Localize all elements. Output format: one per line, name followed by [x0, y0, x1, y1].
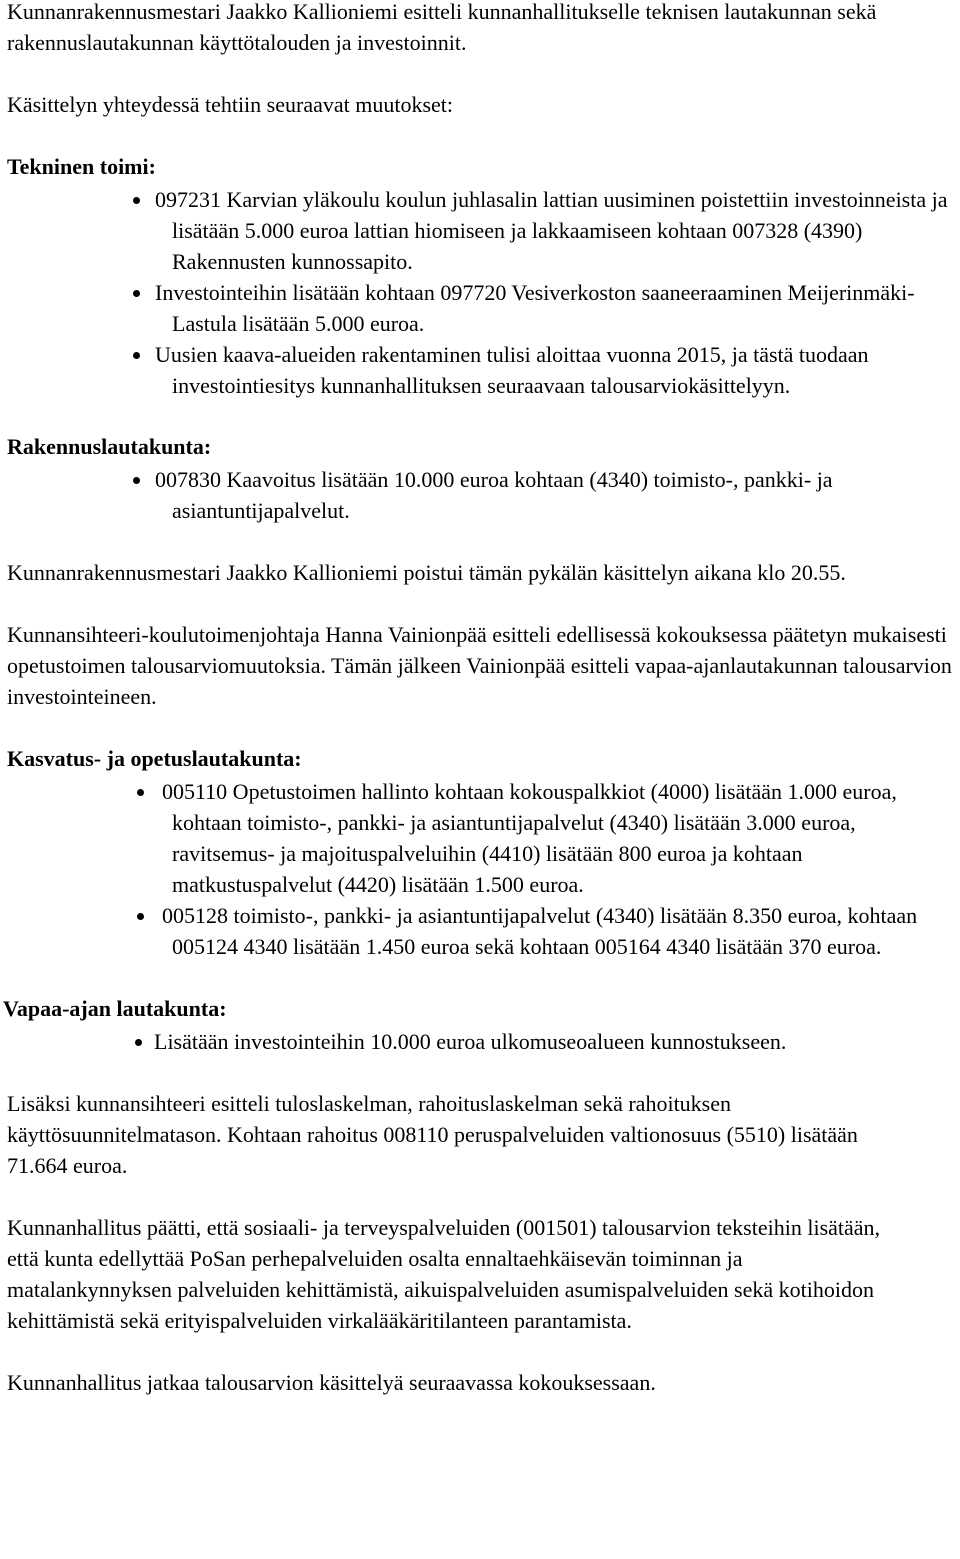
vapaa-list — [7, 1026, 952, 1057]
intro-paragraph: Kunnanrakennusmestari Jaakko Kallioniemi esitteli kunnanhallitukselle teknisen lautakunnan sekä rakennuslautakunnan käyttötalouden ja investoinnit. — [7, 0, 877, 55]
list-item — [7, 339, 960, 401]
list-item — [7, 776, 960, 900]
list-item — [7, 464, 912, 526]
list-item — [7, 1026, 954, 1057]
bullet-icon — [137, 913, 144, 920]
kasvatus-list — [7, 776, 952, 962]
rakennus-list — [7, 464, 952, 526]
list-item — [7, 184, 957, 277]
paragraph-vainionpaa: Kunnansihteeri-koulutoimenjohtaja Hanna Vainionpää esitteli edellisessä kokouksessa päätetyn mukaisesti opetustoimen talousarviomuutoksia. Tämän jälkeen Vainionpää esitteli vapaa-ajanlautakunnan talousarvion investointeineen. — [7, 622, 952, 709]
bullet-icon — [137, 789, 144, 796]
document-body — [3, 0, 952, 1398]
bullet-icon — [133, 477, 140, 484]
tekninen-list — [7, 184, 952, 401]
bullet-icon — [133, 352, 140, 359]
list-item — [7, 277, 957, 339]
list-item — [7, 900, 960, 962]
list-item-text: 007830 Kaavoitus lisätään 10.000 euroa kohtaan (4340) toimisto-, pankki- ja asiantuntijapalvelut. — [155, 467, 833, 523]
list-item-text: 097231 Karvian yläkoulu koulun juhlasalin lattian uusiminen poistettiin investoinneista ja lisätään 5.000 euroa lattian hiomiseen ja lakkaamiseen kohtaan 007328 (4390) Rakennusten kunnossapito. — [155, 187, 948, 274]
heading-vapaa-ajan: Vapaa-ajan lautakunta: — [3, 996, 227, 1021]
heading-kasvatus: Kasvatus- ja opetuslautakunta: — [7, 746, 302, 771]
list-item-text: Lisätään investointeihin 10.000 euroa ulkomuseoalueen kunnostukseen. — [154, 1029, 787, 1054]
bullet-icon — [135, 1039, 142, 1046]
changes-intro: Käsittelyn yhteydessä tehtiin seuraavat muutokset: — [7, 92, 454, 117]
list-item-text: Uusien kaava-alueiden rakentaminen tulisi aloittaa vuonna 2015, ja tästä tuodaan investointiesitys kunnanhallituksen seuraavaan talousarviokäsittelyyn. — [155, 342, 869, 398]
list-item-text: 005110 Opetustoimen hallinto kohtaan kokouspalkkiot (4000) lisätään 1.000 euroa, kohtaan toimisto-, pankki- ja asiantuntijapalvelut (4340) lisätään 3.000 euroa, ravitsemus- ja majoituspalveluihin (4410) lisätään 800 euroa ja kohtaan matkustuspalvelut (4420) lisätään 1.500 euroa. — [162, 779, 897, 897]
paragraph-departure: Kunnanrakennusmestari Jaakko Kallioniemi poistui tämän pykälän käsittelyn aikana klo 20.55. — [7, 560, 846, 585]
paragraph-continue: Kunnanhallitus jatkaa talousarvion käsittelyä seuraavassa kokouksessaan. — [7, 1370, 656, 1395]
paragraph-tuloslaskelma: Lisäksi kunnansihteeri esitteli tuloslaskelman, rahoituslaskelman sekä rahoituksen käyttösuunnitelmatason. Kohtaan rahoitus 008110 peruspalveluiden valtionosuus (5510) lisätään 71.664 euroa. — [7, 1091, 858, 1178]
bullet-icon — [133, 290, 140, 297]
bullet-icon — [133, 197, 140, 204]
list-item-text: Investointeihin lisätään kohtaan 097720 Vesiverkoston saaneeraaminen Meijerinmäki-Lastula lisätään 5.000 euroa. — [155, 280, 915, 336]
heading-rakennuslautakunta: Rakennuslautakunta: — [7, 434, 212, 459]
heading-tekninen: Tekninen toimi: — [7, 154, 156, 179]
list-item-text: 005128 toimisto-, pankki- ja asiantuntijapalvelut (4340) lisätään 8.350 euroa, kohtaan 005124 4340 lisätään 1.450 euroa sekä kohtaan 005164 4340 lisätään 370 euroa. — [162, 903, 918, 959]
paragraph-decision: Kunnanhallitus päätti, että sosiaali- ja terveyspalveluiden (001501) talousarvion teksteihin lisätään, että kunta edellyttää PoSan perhepalveluiden osalta ennaltaehkäisevän toiminnan ja matalankynnyksen palveluiden kehittämistä, aikuispalveluiden asumispalveluiden sekä kotihoidon kehittämistä sekä erityispalveluiden virkalääkäritilanteen parantamista. — [7, 1215, 881, 1333]
